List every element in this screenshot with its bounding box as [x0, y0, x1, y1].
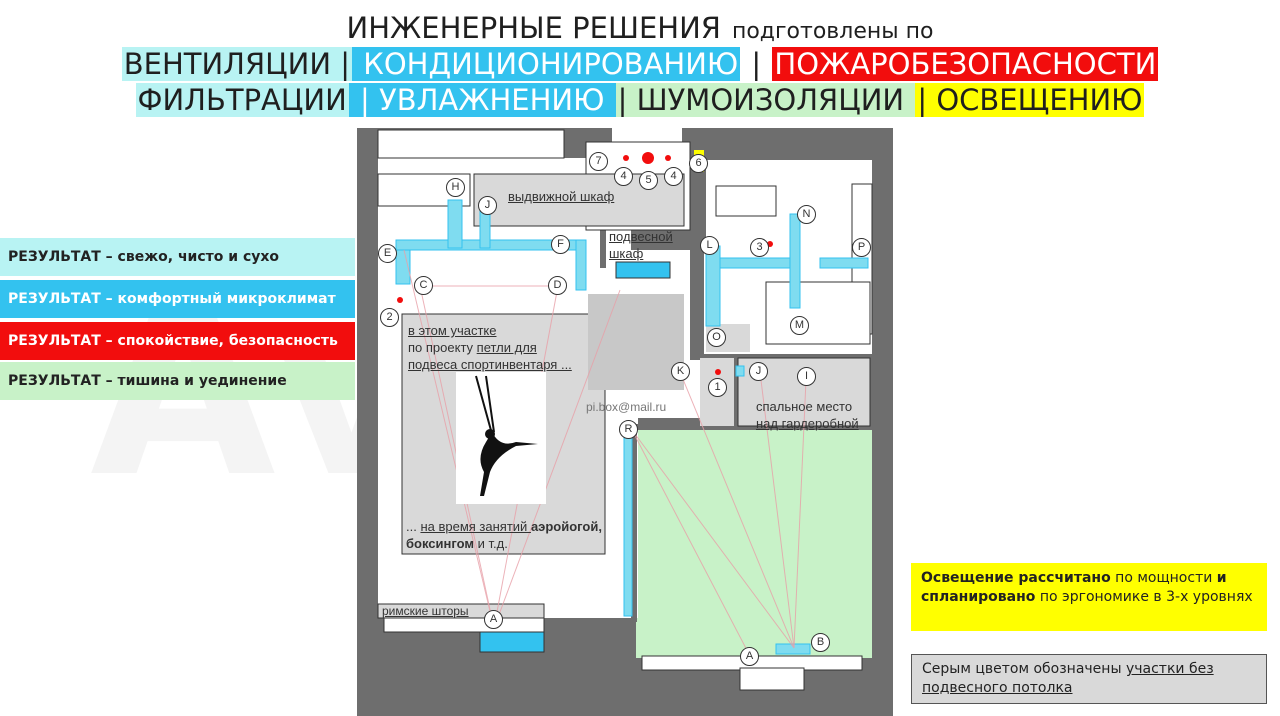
- window-right-step: [740, 668, 804, 690]
- marker-n: N: [797, 205, 816, 224]
- label-roman-blinds: римские шторы: [382, 604, 469, 618]
- aerial-yoga-icon: [456, 372, 546, 504]
- header-ventilation: ВЕНТИЛЯЦИИ |: [123, 47, 351, 81]
- result-safety: РЕЗУЛЬТАТ – спокойствие, безопасность: [0, 322, 355, 360]
- label-email: pi.box@mail.ru: [586, 400, 667, 414]
- header-title: ИНЖЕНЕРНЫЕ РЕШЕНИЯ: [346, 11, 721, 45]
- label-sport-zone: в этом участке по проекту петли для подвеса спортинвентаря ...: [408, 323, 572, 372]
- header-soundproofing: | ШУМОИЗОЛЯЦИИ: [617, 83, 914, 117]
- marker-4-right: 4: [664, 167, 683, 186]
- bath-sink: [716, 186, 776, 216]
- header-filtration: ФИЛЬТРАЦИИ: [137, 83, 347, 117]
- marker-3: 3: [750, 238, 769, 257]
- marker-h: H: [446, 178, 465, 197]
- note-lighting: Освещение рассчитано по мощности и спланировано по эргономике в 3-х уровнях: [911, 563, 1267, 631]
- label-wardrobe-hang: подвесной шкаф: [609, 229, 673, 261]
- window-left: [384, 618, 544, 632]
- header-humidification: | УВЛАЖНЕНИЮ: [350, 83, 614, 117]
- marker-7: 7: [589, 152, 608, 171]
- result-silence: РЕЗУЛЬТАТ – тишина и уединение: [0, 362, 355, 400]
- room-bedroom: [636, 428, 872, 658]
- marker-a-left: A: [484, 610, 503, 629]
- marker-l: L: [700, 236, 719, 255]
- marker-j-top: J: [478, 196, 497, 215]
- wardrobe-accent: [616, 262, 670, 278]
- header-lighting: | ОСВЕЩЕНИЮ: [917, 83, 1143, 117]
- marker-5: 5: [639, 171, 658, 190]
- gray-zone-hall: [588, 294, 684, 390]
- header-conditioning: КОНДИЦИОНИРОВАНИЮ: [354, 47, 739, 81]
- marker-a-right: A: [740, 647, 759, 666]
- wall-inner-3: [690, 354, 872, 358]
- result-fresh: РЕЗУЛЬТАТ – свежо, чисто и сухо: [0, 238, 355, 276]
- marker-1: 1: [708, 378, 727, 397]
- marker-i: I: [797, 367, 816, 386]
- wall-inner-1: [600, 228, 606, 268]
- marker-e: E: [378, 244, 397, 263]
- label-sleep-place: спальное место над гардеробной: [756, 399, 859, 431]
- result-microclimate: РЕЗУЛЬТАТ – комфортный микроклимат: [0, 280, 355, 318]
- marker-2: 2: [380, 308, 399, 327]
- marker-j-bottom: J: [749, 362, 768, 381]
- marker-4-left: 4: [614, 167, 633, 186]
- marker-d: D: [548, 276, 567, 295]
- marker-f: F: [551, 235, 570, 254]
- furniture-top-left-2: [378, 130, 564, 158]
- note-gray-zones: Серым цветом обозначены участки без подвесного потолка: [911, 654, 1267, 704]
- marker-b: B: [811, 633, 830, 652]
- header-title-tail: подготовлены по: [724, 19, 934, 44]
- marker-c: C: [414, 276, 433, 295]
- marker-p: P: [852, 238, 871, 257]
- marker-o: O: [707, 328, 726, 347]
- marker-6: 6: [689, 154, 708, 173]
- marker-k: K: [671, 362, 690, 381]
- window-left-accent: [480, 632, 544, 652]
- header-sep: |: [742, 47, 771, 81]
- marker-m: M: [790, 316, 809, 335]
- header-fire-safety: ПОЖАРОБЕЗОПАСНОСТИ: [774, 47, 1157, 81]
- label-sport-activities: ... на время занятий аэройогой, боксингом и т.д.: [406, 519, 602, 551]
- label-wardrobe-pull: выдвижной шкаф: [508, 189, 615, 204]
- bathtub: [766, 282, 870, 344]
- marker-r: R: [619, 420, 638, 439]
